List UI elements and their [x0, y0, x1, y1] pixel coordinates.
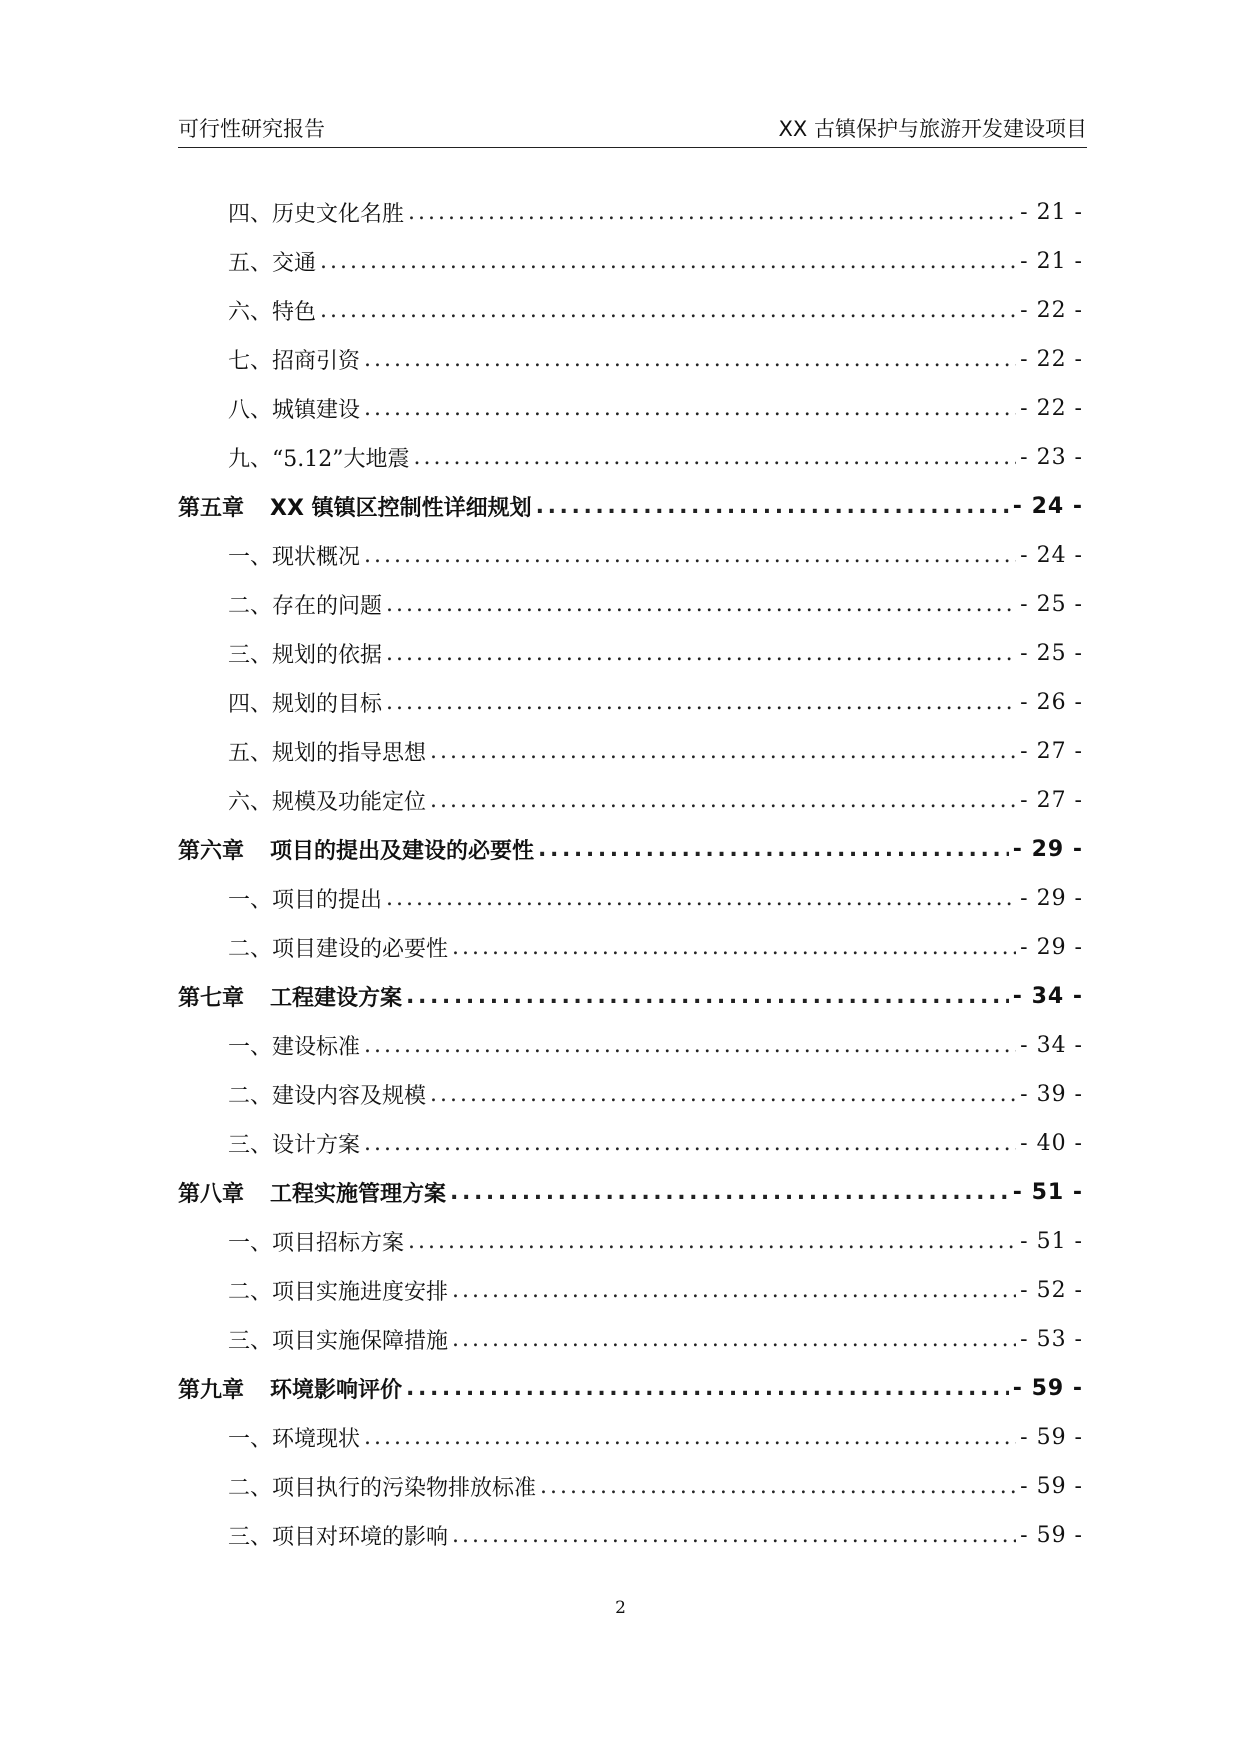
dot-leader [406, 1376, 1009, 1401]
toc-page-number: - 27 - [1020, 788, 1083, 813]
toc-section-entry[interactable] [178, 1266, 1083, 1315]
toc-page-number: - 52 - [1020, 1278, 1083, 1303]
toc-chapter-heading [178, 491, 532, 522]
dot-leader [386, 886, 1016, 911]
dot-leader [364, 1033, 1016, 1058]
toc-page-number: - 59 - [1020, 1425, 1083, 1450]
toc-section-entry[interactable] [178, 874, 1083, 923]
toc-section-title: 二、建设内容及规模 [228, 1084, 427, 1109]
toc-page-number: - 27 - [1020, 739, 1083, 764]
dot-leader [452, 935, 1016, 960]
dot-leader [452, 1523, 1016, 1548]
toc-chapter-entry[interactable] [178, 1168, 1083, 1217]
toc-page-number: - 59 - [1020, 1523, 1083, 1548]
toc-section-title: 七、招商引资 [228, 349, 361, 374]
toc-section-entry[interactable] [178, 1511, 1083, 1560]
dot-leader [364, 1131, 1016, 1156]
toc-section-title: 一、项目招标方案 [228, 1231, 405, 1256]
dot-leader [430, 1082, 1016, 1107]
toc-chapter-title: 工程实施管理方案 [270, 1182, 447, 1207]
toc-page-number: - 22 - [1020, 298, 1083, 323]
toc-section-title: 三、设计方案 [228, 1133, 361, 1158]
page-header [178, 114, 1087, 148]
toc-section-title: 四、历史文化名胜 [228, 202, 405, 227]
toc-page-number: - 59 - [1020, 1474, 1083, 1499]
dot-leader [408, 1229, 1016, 1254]
dot-leader [538, 837, 1009, 862]
toc-page-number: - 59 - [1012, 1376, 1083, 1401]
toc-section-title: 三、规划的依据 [228, 643, 383, 668]
toc-chapter-title: 环境影响评价 [270, 1378, 403, 1403]
toc-chapter-heading [178, 1177, 446, 1208]
toc-chapter-heading [178, 1373, 402, 1404]
toc-section-entry[interactable] [178, 1315, 1083, 1364]
toc-section-entry[interactable] [178, 580, 1083, 629]
header-project-title: XX 古镇保护与旅游开发建设项目 [778, 117, 1087, 141]
toc-chapter-heading [178, 834, 534, 865]
dot-leader [364, 543, 1016, 568]
toc-chapter-entry[interactable] [178, 482, 1083, 531]
toc-page-number: - 24 - [1012, 494, 1083, 519]
dot-leader [540, 1474, 1016, 1499]
toc-page-number: - 29 - [1012, 837, 1083, 862]
dot-leader [320, 249, 1016, 274]
toc-section-entry[interactable] [178, 1021, 1083, 1070]
toc-section-title: 五、交通 [228, 251, 317, 276]
toc-section-entry[interactable] [178, 384, 1083, 433]
toc-page-number: - 24 - [1020, 543, 1083, 568]
toc-chapter-number: 第七章 [178, 986, 245, 1011]
dot-leader [364, 347, 1016, 372]
toc-section-entry[interactable] [178, 531, 1083, 580]
toc-page-number: - 34 - [1012, 984, 1083, 1009]
page-number: 2 [615, 1598, 626, 1618]
table-of-contents [178, 188, 1083, 1560]
dot-leader [413, 445, 1016, 470]
toc-section-entry[interactable] [178, 433, 1083, 482]
toc-chapter-number: 第九章 [178, 1378, 245, 1403]
toc-page-number: - 25 - [1020, 592, 1083, 617]
toc-chapter-entry[interactable] [178, 1364, 1083, 1413]
toc-section-entry[interactable] [178, 727, 1083, 776]
toc-section-title: 八、城镇建设 [228, 398, 361, 423]
dot-leader [408, 200, 1016, 225]
toc-section-entry[interactable] [178, 1119, 1083, 1168]
toc-page-number: - 29 - [1020, 886, 1083, 911]
toc-section-title: 一、建设标准 [228, 1035, 361, 1060]
toc-page-number: - 51 - [1012, 1180, 1083, 1205]
toc-section-entry[interactable] [178, 335, 1083, 384]
toc-section-entry[interactable] [178, 1413, 1083, 1462]
toc-page-number: - 23 - [1020, 445, 1083, 470]
toc-section-title: 六、规模及功能定位 [228, 790, 427, 815]
toc-section-title: 二、项目实施进度安排 [228, 1280, 449, 1305]
dot-leader [450, 1180, 1009, 1205]
dot-leader [430, 788, 1016, 813]
toc-section-title: 一、现状概况 [228, 545, 361, 570]
toc-chapter-title: 工程建设方案 [270, 986, 403, 1011]
toc-section-entry[interactable] [178, 237, 1083, 286]
header-doc-type: 可行性研究报告 [178, 117, 325, 141]
toc-page-number: - 25 - [1020, 641, 1083, 666]
toc-section-title: 二、存在的问题 [228, 594, 383, 619]
toc-section-entry[interactable] [178, 1070, 1083, 1119]
toc-chapter-number: 第六章 [178, 839, 245, 864]
dot-leader [452, 1278, 1016, 1303]
toc-chapter-title: 项目的提出及建设的必要性 [270, 839, 535, 864]
toc-section-entry[interactable] [178, 188, 1083, 237]
toc-page-number: - 51 - [1020, 1229, 1083, 1254]
dot-leader [364, 396, 1016, 421]
toc-section-title: 五、规划的指导思想 [228, 741, 427, 766]
toc-page-number: - 53 - [1020, 1327, 1083, 1352]
dot-leader [430, 739, 1016, 764]
dot-leader [364, 1425, 1016, 1450]
toc-section-entry[interactable] [178, 1217, 1083, 1266]
toc-page-number: - 39 - [1020, 1082, 1083, 1107]
dot-leader [386, 641, 1016, 666]
toc-section-entry[interactable] [178, 1462, 1083, 1511]
dot-leader [536, 494, 1009, 519]
toc-page-number: - 22 - [1020, 347, 1083, 372]
toc-section-entry[interactable] [178, 629, 1083, 678]
dot-leader [406, 984, 1009, 1009]
toc-chapter-number: 第八章 [178, 1182, 245, 1207]
toc-chapter-number: 第五章 [178, 496, 245, 521]
toc-chapter-title: XX 镇镇区控制性详细规划 [270, 496, 532, 521]
toc-section-entry[interactable] [178, 286, 1083, 335]
toc-page-number: - 29 - [1020, 935, 1083, 960]
toc-chapter-entry[interactable] [178, 972, 1083, 1021]
dot-leader [452, 1327, 1016, 1352]
dot-leader [320, 298, 1016, 323]
dot-leader [386, 690, 1016, 715]
dot-leader [386, 592, 1016, 617]
toc-section-title: 一、项目的提出 [228, 888, 383, 913]
toc-chapter-entry[interactable] [178, 825, 1083, 874]
toc-page-number: - 21 - [1020, 249, 1083, 274]
toc-section-entry[interactable] [178, 923, 1083, 972]
toc-section-entry[interactable] [178, 678, 1083, 727]
toc-section-title: 三、项目对环境的影响 [228, 1525, 449, 1550]
toc-section-title: 二、项目执行的污染物排放标准 [228, 1476, 537, 1501]
toc-page-number: - 26 - [1020, 690, 1083, 715]
toc-section-title: 二、项目建设的必要性 [228, 937, 449, 962]
toc-chapter-heading [178, 981, 402, 1012]
toc-section-title: 三、项目实施保障措施 [228, 1329, 449, 1354]
toc-page-number: - 40 - [1020, 1131, 1083, 1156]
toc-section-title: 一、环境现状 [228, 1427, 361, 1452]
toc-page-number: - 34 - [1020, 1033, 1083, 1058]
toc-section-title: 六、特色 [228, 300, 317, 325]
toc-section-title: 九、“5.12”大地震 [228, 447, 410, 472]
toc-page-number: - 21 - [1020, 200, 1083, 225]
toc-page-number: - 22 - [1020, 396, 1083, 421]
toc-section-entry[interactable] [178, 776, 1083, 825]
toc-section-title: 四、规划的目标 [228, 692, 383, 717]
